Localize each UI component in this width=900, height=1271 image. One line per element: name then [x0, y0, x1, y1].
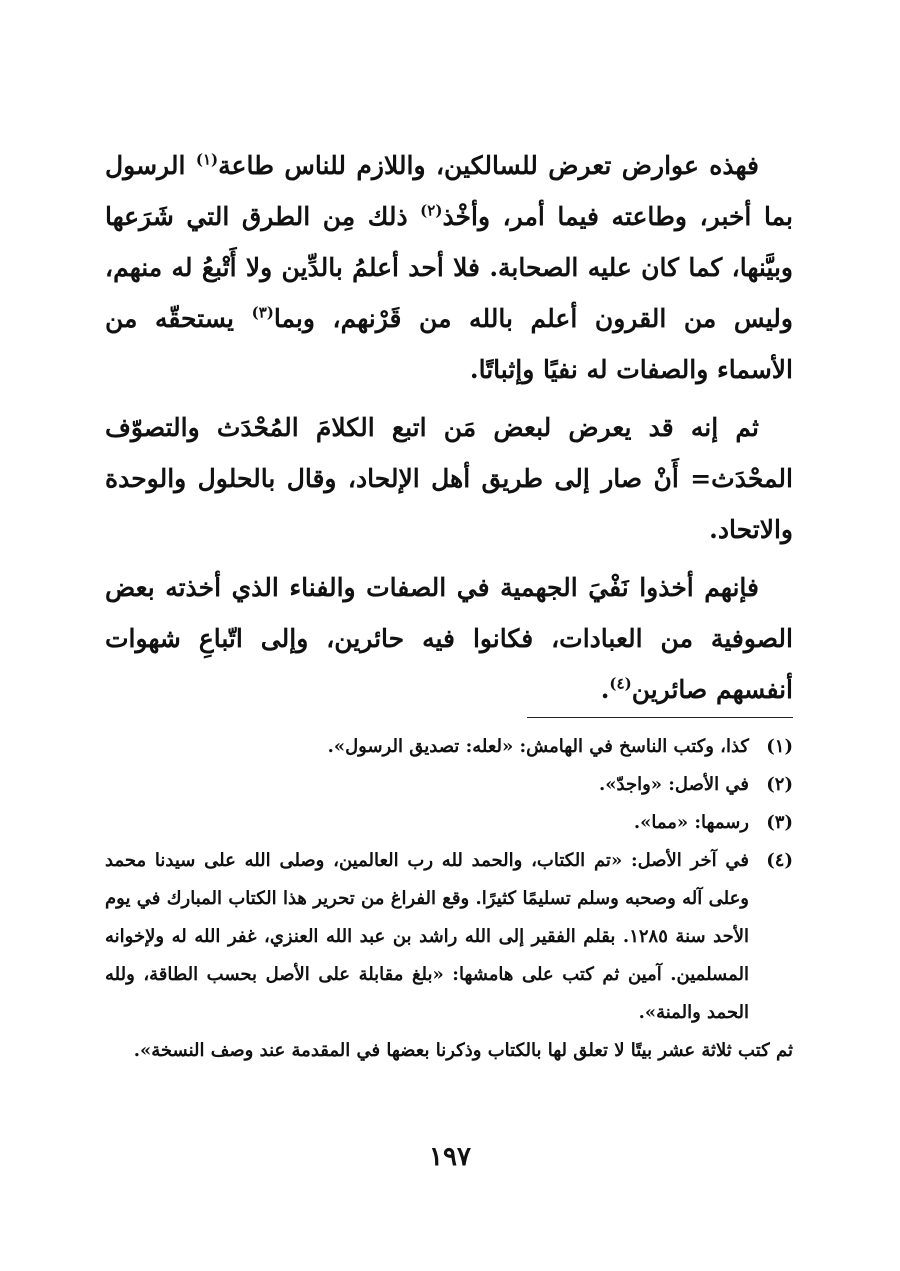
footnotes [105, 728, 793, 1070]
paragraph-1 [105, 140, 793, 395]
footnote-text: كذا، وكتب الناسخ في الهامش: «لعله: تصديق الرسول». [327, 736, 749, 757]
paragraph-2: ثم إنه قد يعرض لبعض مَن اتبع الكلامَ المُحْدَث والتصوّف المحْدَث= أَنْ صار إلى طريق أهل الإلحاد، وقال بالحلول والوحدة والاتحاد. [105, 413, 793, 544]
footnote-text: في الأصل: «واجدّ». [598, 774, 749, 795]
footnote-ref-4: (٤) [609, 674, 632, 693]
footnote-ref-1: (١) [195, 150, 219, 169]
footnote-text: في آخر الأصل: «تم الكتاب، والحمد لله رب العالمين، وصلى الله على سيدنا محمد وعلى آله وصحبه وسلم تسليمًا كثيرًا. وقع الفراغ من تحرير هذا الكتاب المبارك في يوم الأحد سنة ١٢٨٥. بقلم الفقير إلى الله راشد بن عبد الله العنزي، غفر الله له ولإخوانه المسلمين. آمين ثم كتب على هامشها: «بلغ مقابلة على الأصل بحسب الطاقة، ولله الحمد والمنة». [105, 850, 750, 1023]
footnote-3 [105, 804, 793, 842]
footnote-ref-2: (٢) [420, 201, 443, 220]
page-number: ١٩٧ [429, 1142, 471, 1172]
footnote-4-continuation: ثم كتب ثلاثة عشر بيتًا لا تعلق لها بالكتاب وذكرنا بعضها في المقدمة عند وصف النسخة». [133, 1040, 793, 1061]
paragraph-1-part-c: ذلك مِن الطرق التي شَرَعها وبيَّنها، كما كان عليه الصحابة. فلا أحد أعلمُ بالدِّين ولا أَتْبعُ له منهم، وليس من القرون أعلم بالله من قَرْنهم، وبما [105, 202, 793, 333]
footnote-number: (١) [766, 736, 793, 757]
footnote-1 [105, 728, 793, 766]
paragraph-3-part-b: . [600, 675, 610, 704]
footnote-number: (٢) [766, 774, 793, 795]
paragraph-1-part-b: الرسول بما أخبر، وطاعته فيما أمر، وأخْذ [105, 151, 793, 231]
footnote-2 [105, 766, 793, 804]
footnote-number: (٤) [766, 850, 793, 871]
footnote-separator [527, 717, 793, 718]
paragraph-3-part-a: فإنهم أخذوا نَفْيَ الجهمية في الصفات والفناء الذي أخذته بعض الصوفية من العبادات، فكانوا فيه حائرين، وإلى اتّباعِ شهوات أنفسهم صائرين [105, 573, 793, 704]
paragraph-3 [105, 562, 793, 715]
main-text [105, 140, 793, 722]
footnote-4 [105, 842, 793, 1032]
footnote-text: رسمها: «مما». [633, 812, 749, 833]
paragraph-1-part-d: يستحقّه من الأسماء والصفات له نفيًا وإثباتًا. [105, 304, 793, 384]
footnote-ref-3: (٣) [251, 303, 274, 322]
paragraph-1-part-a: فهذه عوارض تعرض للسالكين، واللازم للناس طاعة [218, 151, 760, 180]
footnote-number: (٣) [766, 812, 793, 833]
